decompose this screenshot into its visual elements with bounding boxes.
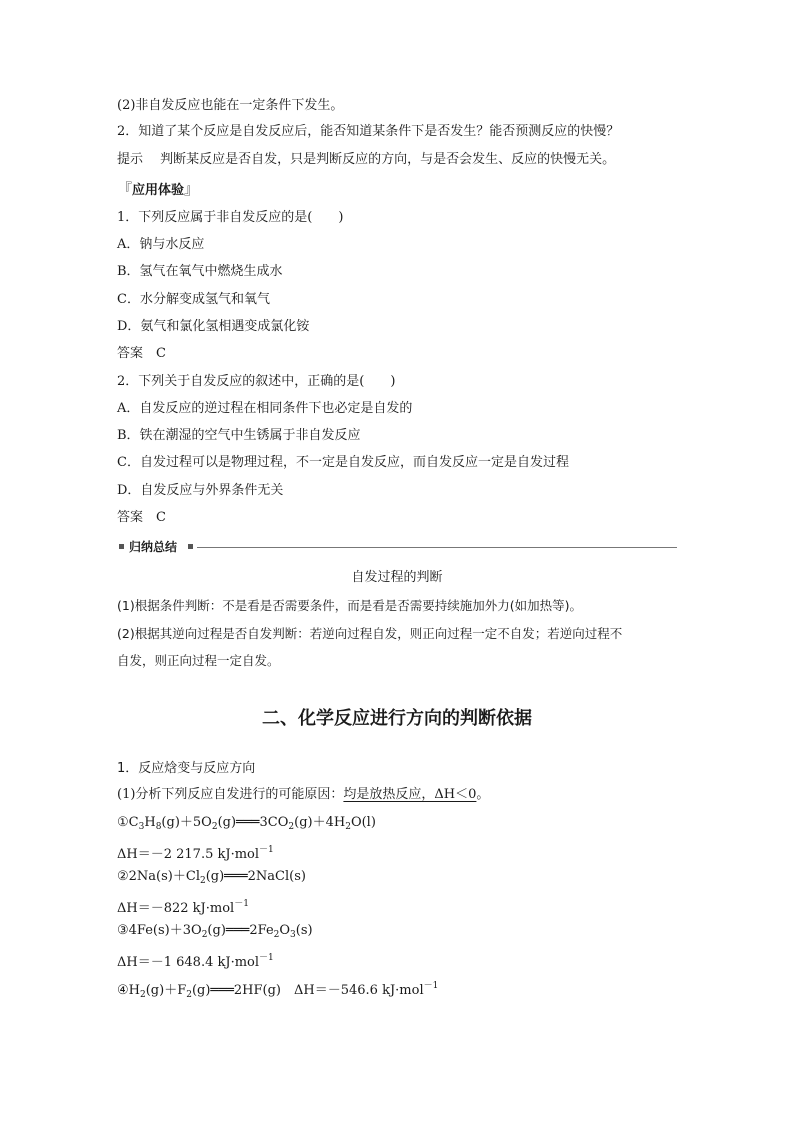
summary-point-2-line-2: 自发，则正向过程一定自发。 (117, 653, 280, 668)
analysis-suffix: 。 (476, 787, 490, 802)
summary-left-square-icon (119, 544, 124, 549)
bracket-right: 』 (184, 180, 200, 198)
reaction-2-enthalpy: ΔH＝－822 kJ·mol$^{-1}$ (117, 899, 249, 916)
summary-right-square-icon (188, 544, 193, 549)
q1-option-b: B．氢气在氧气中燃烧生成水 (117, 264, 283, 279)
q1-option-c: C．水分解变成氢气和氧气 (117, 292, 270, 307)
q2-answer (117, 508, 166, 528)
analysis-answer: 均是放热反应，ΔH＜0 (343, 787, 477, 802)
practice-heading (117, 179, 199, 201)
reaction-4-equation: $④H_2(g)+F_2(g)═══2HF(g)$ ΔH＝－546.6 kJ·mol$^{-1}$ (117, 981, 439, 1000)
summary-divider (117, 537, 677, 557)
summary-rule (197, 547, 677, 548)
reaction-3-equation: $③4Fe(s)+3O_2(g)═══2Fe_2O_3(s)$ (117, 923, 313, 940)
q1-answer-label: 答案 (117, 346, 144, 361)
practice-title: 应用体验 (132, 183, 185, 198)
analysis-prefix: (1)分析下列反应自发进行的可能原因： (117, 787, 344, 802)
practice-question-2: 2．下列关于自发反应的叙述中，正确的是( ) (117, 374, 396, 389)
q1-answer-value: C (156, 346, 166, 361)
summary-point-1: (1)根据条件判断：不是看是否需要条件，而是看是否需要持续施加外力(如加热等)。 (117, 598, 582, 613)
q2-option-c: C．自发过程可以是物理过程，不一定是自发反应，而自发反应一定是自发过程 (117, 455, 569, 470)
hint-line (117, 150, 615, 170)
section-2-title: 二、化学反应进行方向的判断依据 (262, 708, 532, 729)
summary-label: 归纳总结 (129, 540, 178, 554)
reaction-4-enthalpy: ΔH＝－546.6 kJ·mol (294, 983, 424, 998)
practice-question-1: 1．下列反应属于非自发反应的是( ) (117, 210, 344, 225)
q2-option-b: B．铁在潮湿的空气中生锈属于非自发反应 (117, 428, 361, 443)
reaction-1-equation: $①C_3H_8(g)+5O_2(g)═══3CO_2(g)+4H_2O(l)$ (117, 815, 376, 832)
summary-point-2-line-1: (2)根据其逆向过程是否自发判断：若逆向过程自发，则正向过程一定不自发；若逆向过程不 (117, 626, 623, 641)
q2-answer-label: 答案 (117, 510, 144, 525)
q1-option-a: A．钠与水反应 (117, 237, 205, 252)
hint-label: 提示 (117, 152, 144, 167)
section-2-subheading-1: 1．反应焓变与反应方向 (117, 761, 256, 776)
reaction-3-enthalpy: ΔH＝－1 648.4 kJ·mol$^{-1}$ (117, 953, 274, 970)
question-2-text: 2．知道了某个反应是自发反应后，能否知道某条件下是否发生？能否预测反应的快慢？ (117, 124, 620, 139)
summary-heading: 自发过程的判断 (351, 570, 443, 585)
bracket-left: 『 (117, 180, 133, 198)
q2-option-a: A．自发反应的逆过程在相同条件下也必定是自发的 (117, 401, 413, 416)
analysis-line (117, 785, 489, 805)
reaction-1-enthalpy: ΔH＝－2 217.5 kJ·mol$^{-1}$ (117, 845, 274, 862)
q2-answer-value: C (156, 510, 166, 525)
q2-option-d: D．自发反应与外界条件无关 (117, 483, 284, 498)
hint-text: 判断某反应是否自发，只是判断反应的方向，与是否会发生、反应的快慢无关。 (160, 152, 616, 167)
item-2-text: (2)非自发反应也能在一定条件下发生。 (117, 98, 344, 113)
q1-answer (117, 344, 166, 364)
reaction-2-equation: $②2Na(s)+Cl_2(g)═══2NaCl(s)$ (117, 869, 306, 886)
q1-option-d: D．氨气和氯化氢相遇变成氯化铵 (117, 319, 310, 334)
